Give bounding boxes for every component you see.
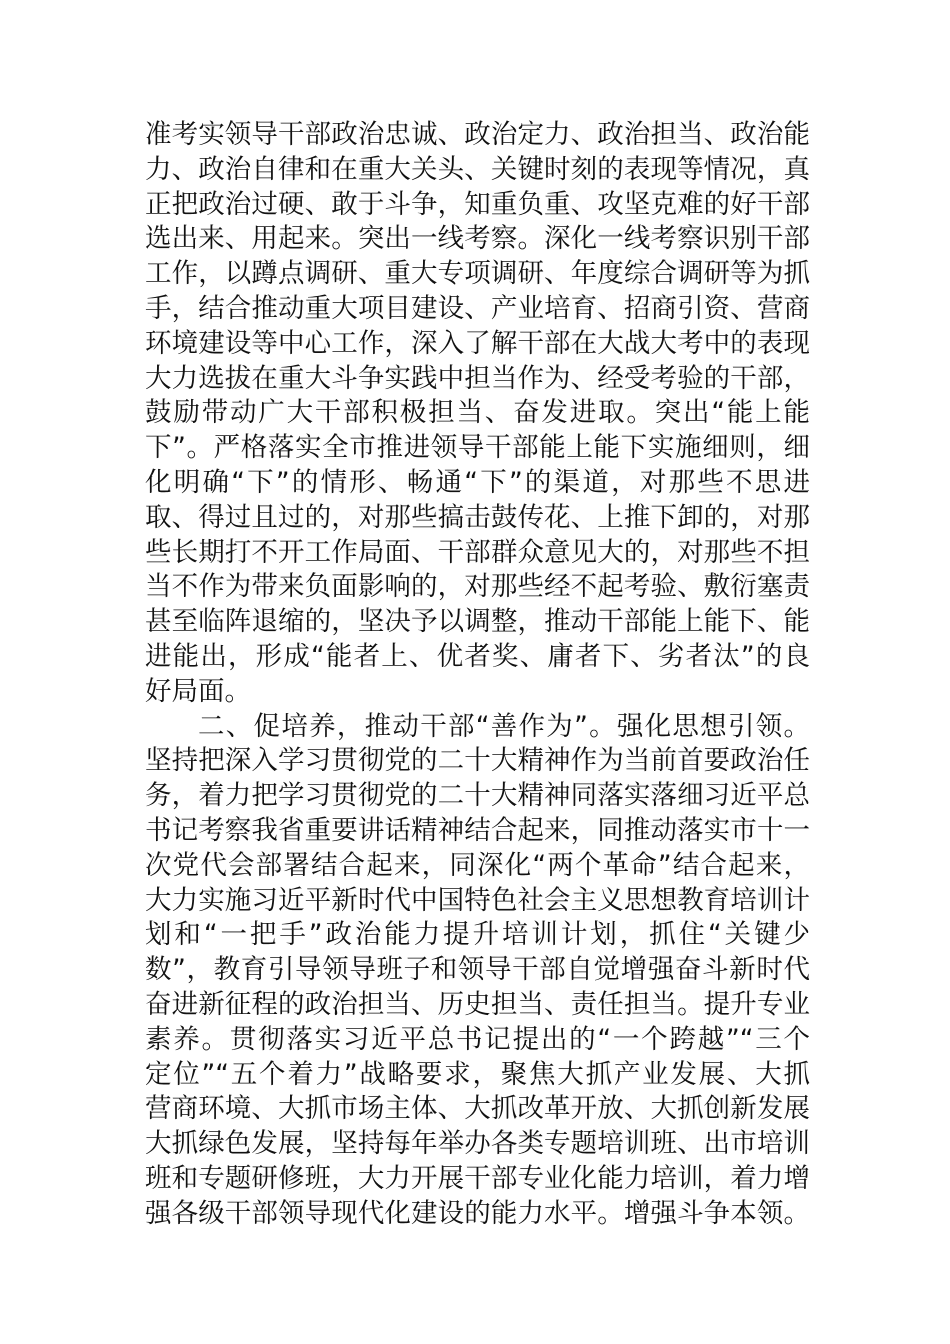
- text-line: 奋进新征程的政治担当、历史担当、责任担当。提升专业: [145, 988, 810, 1020]
- text-line: 大力实施习近平新时代中国特色社会主义思想教育培训计: [145, 884, 810, 916]
- text-line: 环境建设等中心工作，深入了解干部在大战大考中的表现: [145, 327, 810, 359]
- text-line: 数”，教育引导领导班子和领导干部自觉增强奋斗新时代: [145, 954, 810, 986]
- text-line: 定位”“五个着力”战略要求，聚焦大抓产业发展、大抓: [145, 1058, 810, 1090]
- text-line: 划和“一把手”政治能力提升培训计划，抓住“关键少: [145, 919, 810, 951]
- text-line: 些长期打不开工作局面、干部群众意见大的，对那些不担: [145, 536, 810, 568]
- text-line: 工作，以蹲点调研、重大专项调研、年度综合调研等为抓: [145, 258, 810, 290]
- text-line: 坚持把深入学习贯彻党的二十大精神作为当前首要政治任: [145, 745, 810, 777]
- text-line: 素养。贯彻落实习近平总书记提出的“一个跨越”“三个: [145, 1023, 810, 1055]
- text-line: 下”。严格落实全市推进领导干部能上能下实施细则，细: [145, 432, 810, 464]
- text-line: 好局面。: [145, 675, 251, 707]
- text-line: 务，着力把学习贯彻党的二十大精神同落实落细习近平总: [145, 780, 810, 812]
- body-text: [145, 118, 810, 1232]
- text-line: 准考实领导干部政治忠诚、政治定力、政治担当、政治能: [145, 119, 810, 150]
- text-line: 大抓绿色发展，坚持每年举办各类专题培训班、出市培训: [145, 1128, 810, 1160]
- text-line: 鼓励带动广大干部积极担当、奋发进取。突出“能上能: [145, 397, 810, 429]
- text-line: 选出来、用起来。突出一线考察。深化一线考察识别干部: [145, 223, 810, 255]
- text-line: 甚至临阵退缩的，坚决予以调整，推动干部能上能下、能: [145, 606, 810, 638]
- text-line: 书记考察我省重要讲话精神结合起来，同推动落实市十一: [145, 814, 810, 846]
- paragraph-heading-line: 二、促培养，推动干部“善作为”。强化思想引领。: [198, 710, 810, 742]
- text-line: 次党代会部署结合起来，同深化“两个革命”结合起来，: [145, 849, 810, 881]
- text-line: 正把政治过硬、敢于斗争，知重负重、攻坚克难的好干部: [145, 188, 810, 220]
- text-line: 强各级干部领导现代化建设的能力水平。增强斗争本领。: [145, 1197, 810, 1229]
- text-line: 班和专题研修班，大力开展干部专业化能力培训，着力增: [145, 1162, 810, 1194]
- text-line: 化明确“下”的情形、畅通“下”的渠道，对那些不思进: [145, 466, 810, 498]
- text-line: 手，结合推动重大项目建设、产业培育、招商引资、营商: [145, 292, 810, 324]
- text-line: 营商环境、大抓市场主体、大抓改革开放、大抓创新发展: [145, 1093, 810, 1125]
- text-line: 大力选拔在重大斗争实践中担当作为、经受考验的干部，: [145, 362, 810, 394]
- text-line: 取、得过且过的，对那些搞击鼓传花、上推下卸的，对那: [145, 501, 810, 533]
- text-line: 力、政治自律和在重大关头、关键时刻的表现等情况，真: [145, 153, 810, 185]
- text-line: 进能出，形成“能者上、优者奖、庸者下、劣者汰”的良: [145, 640, 810, 672]
- text-line: 当不作为带来负面影响的，对那些经不起考验、敷衍塞责: [145, 571, 810, 603]
